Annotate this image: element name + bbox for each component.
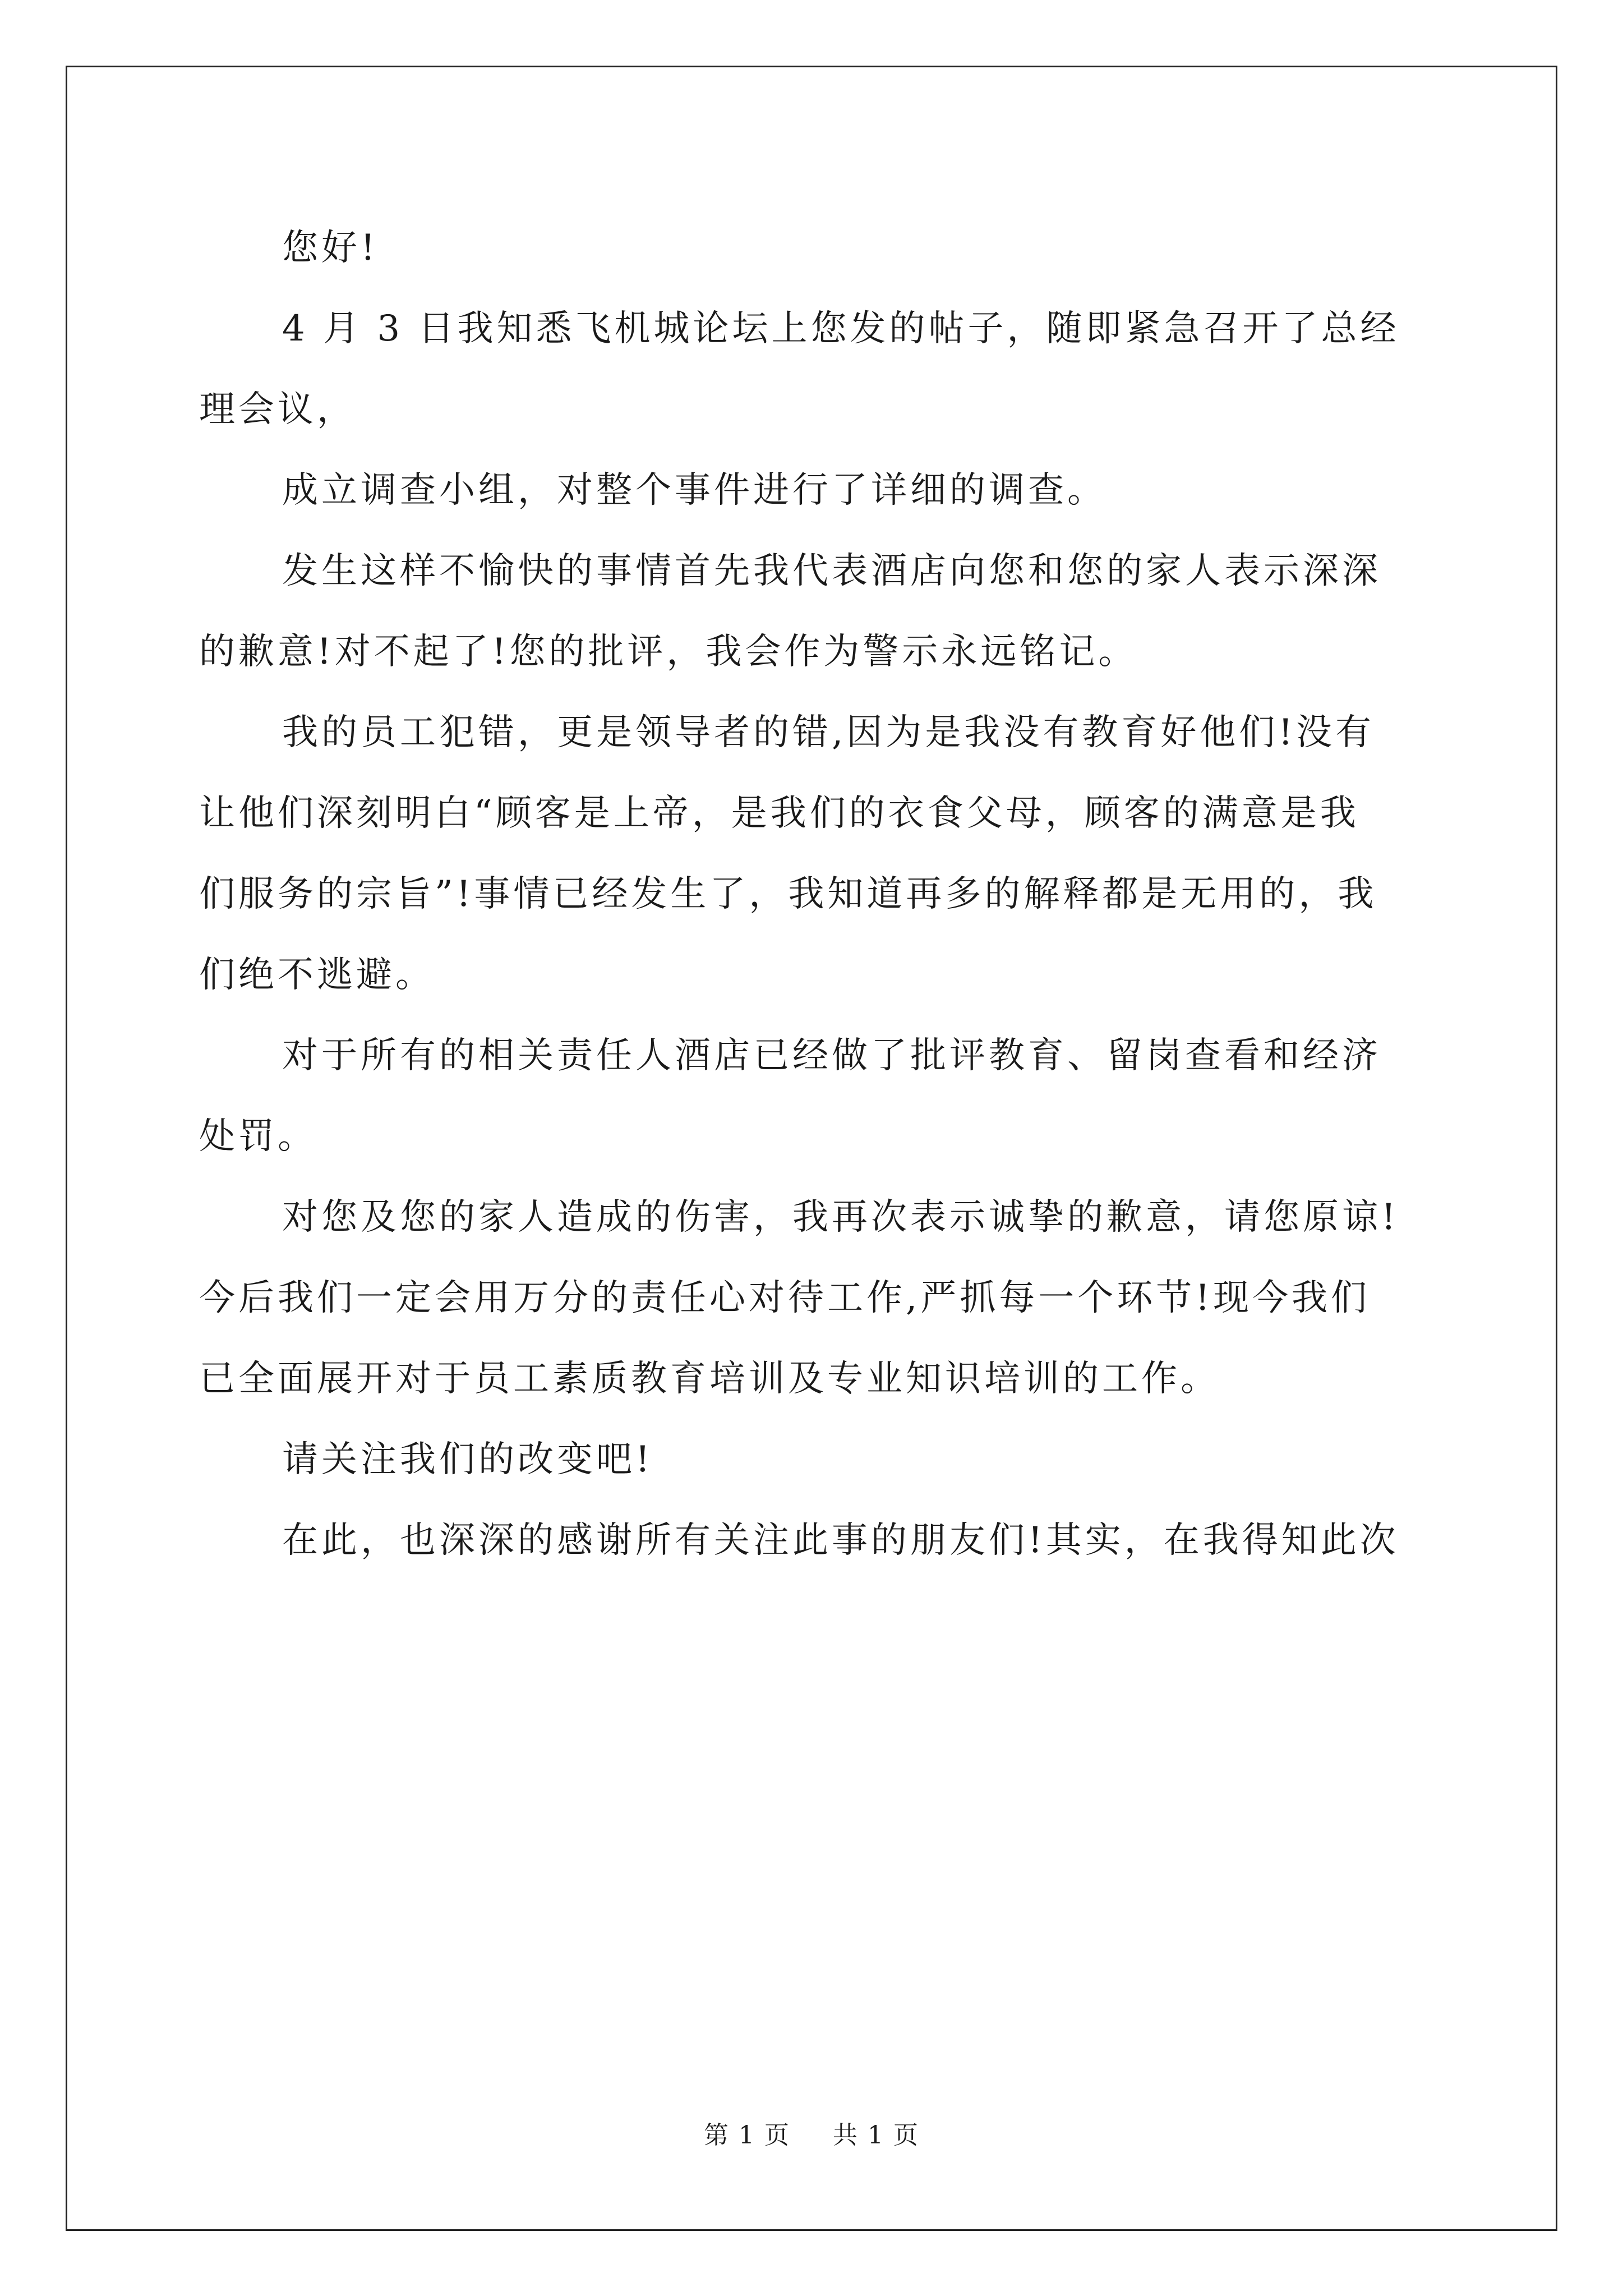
text-line: 理会议， xyxy=(199,389,356,430)
text-line: 在此，也深深的感谢所有关注此事的朋友们!其实，在我得知此次 xyxy=(282,1520,1399,1561)
text-line: 们绝不逃避。 xyxy=(199,954,435,996)
page-total: 共 1 页 xyxy=(833,2121,919,2150)
letter-body xyxy=(199,208,1433,1581)
text-line: 我的员工犯错，更是领导者的错,因为是我没有教育好他们!没有 xyxy=(282,712,1375,753)
page-number: 第 1 页 xyxy=(704,2121,790,2150)
text-line: 处罚。 xyxy=(199,1116,317,1157)
text-line: 4 月 3 日我知悉飞机城论坛上您发的帖子，随即紧急召开了总经 xyxy=(282,308,1400,349)
text-line: 请关注我们的改变吧! xyxy=(282,1439,653,1480)
text-line: 对您及您的家人造成的伤害，我再次表示诚挚的歉意，请您原谅! xyxy=(282,1197,1399,1238)
text-line: 您好! xyxy=(282,227,379,269)
text-line: 对于所有的相关责任人酒店已经做了批评教育、留岗查看和经济 xyxy=(282,1035,1381,1076)
text-line: 们服务的宗旨”!事情已经发生了，我知道再多的解释都是无用的，我 xyxy=(199,873,1377,915)
page-footer xyxy=(0,2115,1623,2151)
text-line: 已全面展开对于员工素质教育培训及专业知识培训的工作。 xyxy=(199,1358,1220,1400)
text-line: 发生这样不愉快的事情首先我代表酒店向您和您的家人表示深深 xyxy=(282,550,1381,592)
text-line: 让他们深刻明白“顾客是上帝，是我们的衣食父母，顾客的满意是我 xyxy=(199,793,1359,834)
text-line: 今后我们一定会用万分的责任心对待工作,严抓每一个环节!现今我们 xyxy=(199,1277,1371,1319)
text-line: 的歉意!对不起了!您的批评，我会作为警示永远铭记。 xyxy=(199,631,1138,673)
text-line: 成立调查小组，对整个事件进行了详细的调查。 xyxy=(282,470,1106,511)
